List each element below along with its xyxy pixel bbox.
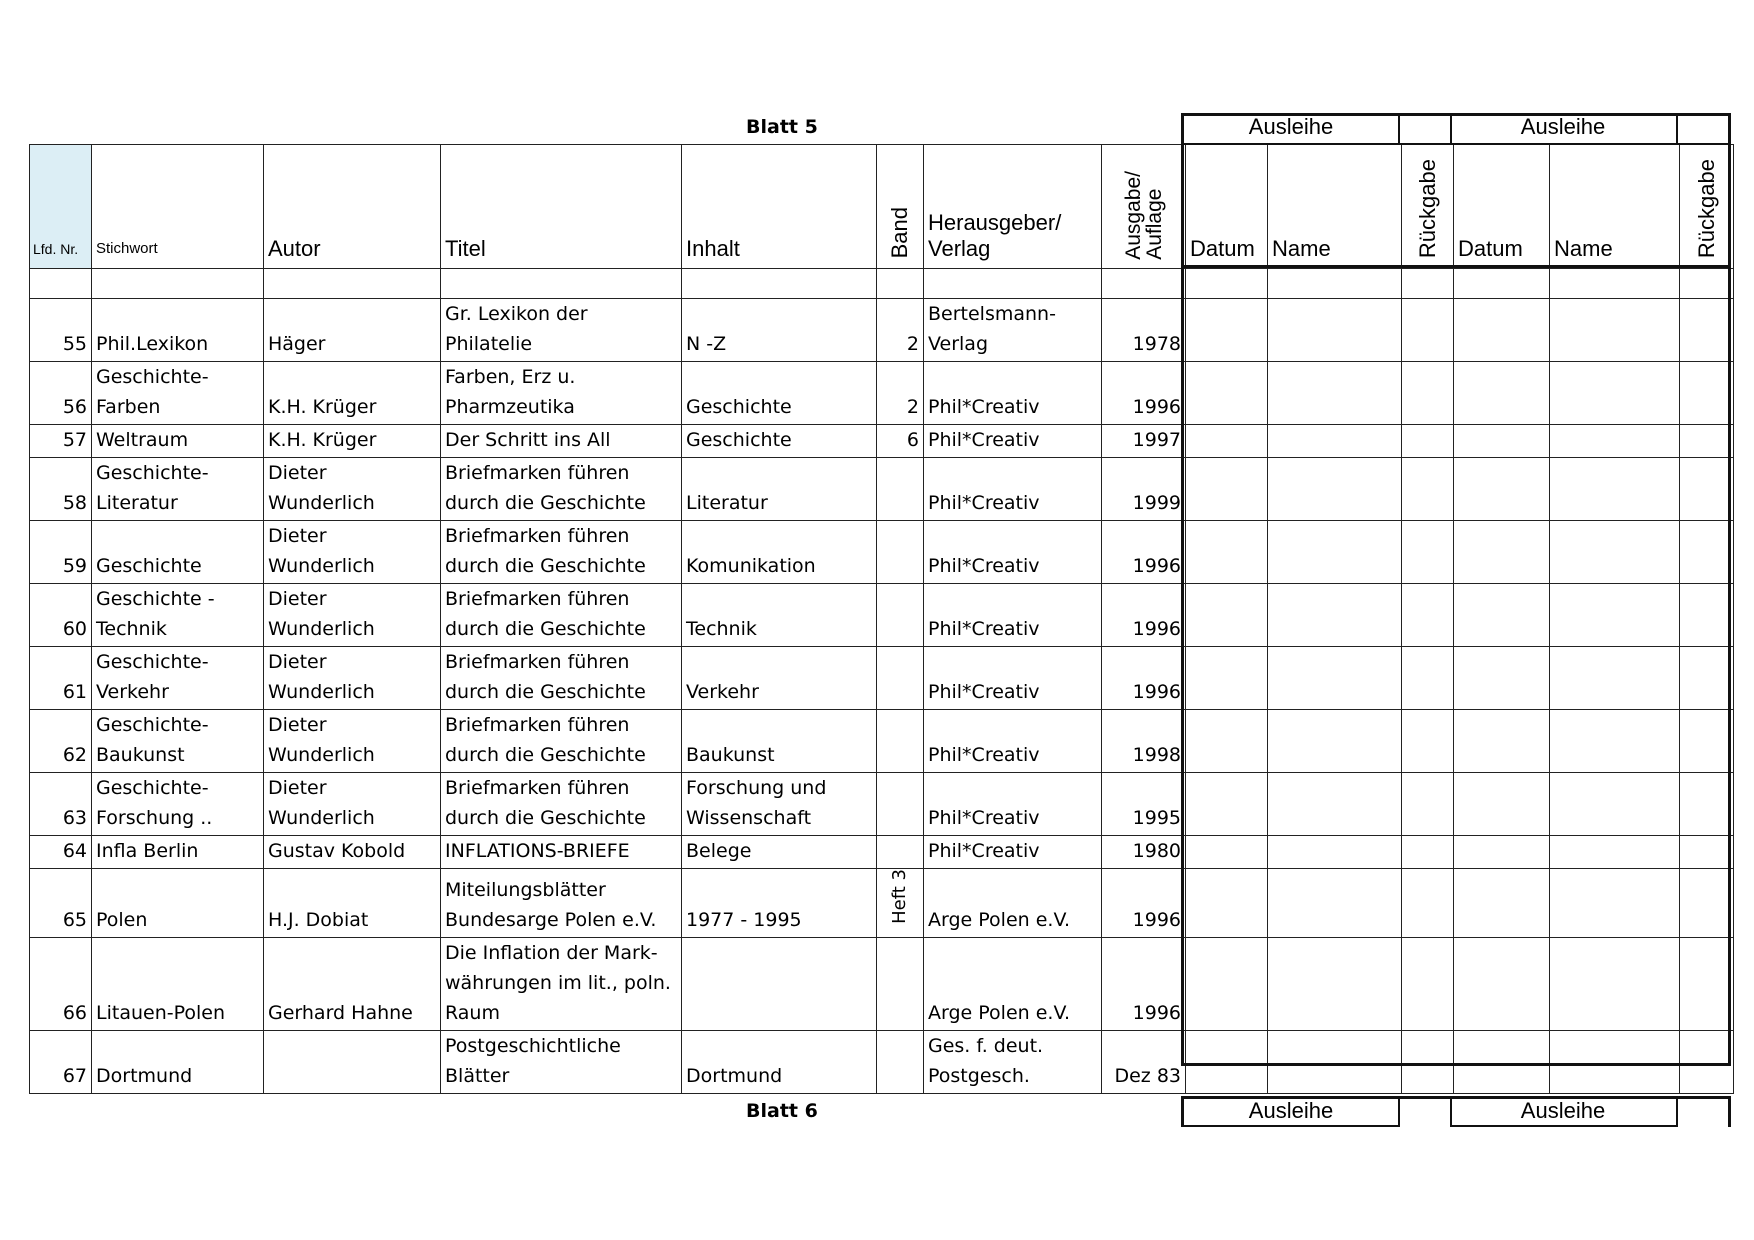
cell-datum-2[interactable] xyxy=(1454,773,1550,836)
cell-rueckgabe-1[interactable] xyxy=(1402,299,1454,362)
cell-lfd-nr: 58 xyxy=(30,458,92,521)
cell-lfd-nr: 63 xyxy=(30,773,92,836)
cell-verlag: Phil*Creativ xyxy=(924,647,1102,710)
cell-rueckgabe-2[interactable] xyxy=(1680,362,1734,425)
table-row xyxy=(30,773,1734,836)
cell-autor: K.H. Krüger xyxy=(264,425,441,458)
cell-name-2[interactable] xyxy=(1550,362,1680,425)
cell-inhalt: Forschung und Wissenschaft xyxy=(682,773,877,836)
cell-autor xyxy=(264,1030,441,1093)
cell-name-1[interactable] xyxy=(1268,584,1402,647)
table-row xyxy=(30,710,1734,773)
cell-verlag: Phil*Creativ xyxy=(924,710,1102,773)
cell-inhalt: Komunikation xyxy=(682,521,877,584)
cell-autor: Gustav Kobold xyxy=(264,836,441,869)
cell-datum-2[interactable] xyxy=(1454,458,1550,521)
table-row xyxy=(30,836,1734,869)
cell-lfd-nr: 67 xyxy=(30,1030,92,1093)
cell-name-1[interactable] xyxy=(1268,836,1402,869)
spacer-row xyxy=(30,269,1734,299)
cell-rueckgabe-1[interactable] xyxy=(1402,425,1454,458)
cell-datum-2[interactable] xyxy=(1454,647,1550,710)
cell-name-1[interactable] xyxy=(1268,299,1402,362)
blatt6-ausleihe-label-1: Ausleihe xyxy=(1248,1098,1334,1123)
ausleihe-bottom xyxy=(1181,143,1731,145)
table-row xyxy=(30,869,1734,938)
cell-datum-1[interactable] xyxy=(1186,362,1268,425)
cell-name-2[interactable] xyxy=(1550,1030,1680,1093)
cell-name-1[interactable] xyxy=(1268,710,1402,773)
header-herausgeber: Herausgeber/ Verlag xyxy=(924,145,1102,269)
cell-ausgabe: 1996 xyxy=(1102,937,1186,1030)
cell-rueckgabe-1[interactable] xyxy=(1402,773,1454,836)
cell-verlag: Phil*Creativ xyxy=(924,773,1102,836)
cell-lfd-nr: 64 xyxy=(30,836,92,869)
cell-rueckgabe-1[interactable] xyxy=(1402,836,1454,869)
cell-titel: Briefmarken führen durch die Geschichte xyxy=(441,458,682,521)
cell-name-1[interactable] xyxy=(1268,773,1402,836)
cell-ausgabe: 1978 xyxy=(1102,299,1186,362)
cell-ausgabe: 1999 xyxy=(1102,458,1186,521)
cell-autor: K.H. Krüger xyxy=(264,362,441,425)
header-rueckgabe-2: Rückgabe xyxy=(1693,158,1719,258)
cell-autor: Dieter Wunderlich xyxy=(264,521,441,584)
cell-autor: Dieter Wunderlich xyxy=(264,647,441,710)
cell-rueckgabe-1[interactable] xyxy=(1402,521,1454,584)
cell-ausgabe: 1998 xyxy=(1102,710,1186,773)
ausleihe-sep-3 xyxy=(1676,113,1678,145)
sheet-title-blatt-5: Blatt 5 xyxy=(746,116,818,138)
cell-rueckgabe-2[interactable] xyxy=(1680,710,1734,773)
cell-rueckgabe-2[interactable] xyxy=(1680,458,1734,521)
cell-ausgabe: 1980 xyxy=(1102,836,1186,869)
cell-band xyxy=(877,937,924,1030)
cell-stichwort: Geschichte xyxy=(92,521,264,584)
cell-name-2[interactable] xyxy=(1550,937,1680,1030)
cell-datum-2[interactable] xyxy=(1454,425,1550,458)
ausleihe-label-2: Ausleihe xyxy=(1520,114,1606,139)
cell-autor: Dieter Wunderlich xyxy=(264,710,441,773)
cell-lfd-nr: 65 xyxy=(30,869,92,938)
cell-lfd-nr: 61 xyxy=(30,647,92,710)
cell-rueckgabe-1[interactable] xyxy=(1402,647,1454,710)
cell-inhalt: Literatur xyxy=(682,458,877,521)
cell-band xyxy=(877,773,924,836)
cell-name-2[interactable] xyxy=(1550,299,1680,362)
header-rueckgabe-1-cell xyxy=(1402,145,1454,269)
cell-name-2[interactable] xyxy=(1550,521,1680,584)
cell-datum-2[interactable] xyxy=(1454,1030,1550,1093)
cell-band xyxy=(877,836,924,869)
cell-titel: Briefmarken führen durch die Geschichte xyxy=(441,647,682,710)
header-name-2: Name xyxy=(1550,145,1680,269)
cell-datum-1[interactable] xyxy=(1186,647,1268,710)
cell-autor: Gerhard Hahne xyxy=(264,937,441,1030)
cell-lfd-nr: 66 xyxy=(30,937,92,1030)
cell-stichwort: Geschichte - Technik xyxy=(92,584,264,647)
cell-name-2[interactable] xyxy=(1550,647,1680,710)
cell-verlag: Phil*Creativ xyxy=(924,458,1102,521)
cell-stichwort: Geschichte- Literatur xyxy=(92,458,264,521)
cell-band xyxy=(877,521,924,584)
cell-band xyxy=(877,458,924,521)
cell-titel: Briefmarken führen durch die Geschichte xyxy=(441,584,682,647)
cell-verlag: Arge Polen e.V. xyxy=(924,869,1102,938)
cell-ausgabe: 1996 xyxy=(1102,362,1186,425)
cell-autor: H.J. Dobiat xyxy=(264,869,441,938)
cell-inhalt: Belege xyxy=(682,836,877,869)
table-row xyxy=(30,937,1734,1030)
cell-stichwort: Infla Berlin xyxy=(92,836,264,869)
cell-titel: Der Schritt ins All xyxy=(441,425,682,458)
header-band-cell xyxy=(877,145,924,269)
cell-datum-2[interactable] xyxy=(1454,869,1550,938)
cell-rueckgabe-1[interactable] xyxy=(1402,710,1454,773)
cell-verlag: Phil*Creativ xyxy=(924,584,1102,647)
cell-verlag: Phil*Creativ xyxy=(924,521,1102,584)
cell-inhalt: Geschichte xyxy=(682,425,877,458)
cell-verlag: Bertelsmann- Verlag xyxy=(924,299,1102,362)
table-row xyxy=(30,362,1734,425)
cell-name-2[interactable] xyxy=(1550,869,1680,938)
cell-lfd-nr: 62 xyxy=(30,710,92,773)
cell-stichwort: Geschichte- Farben xyxy=(92,362,264,425)
cell-band xyxy=(877,647,924,710)
cell-titel: Gr. Lexikon der Philatelie xyxy=(441,299,682,362)
cell-ausgabe: 1996 xyxy=(1102,521,1186,584)
header-band: Band xyxy=(887,206,912,258)
header-name-1: Name xyxy=(1268,145,1402,269)
cell-name-2[interactable] xyxy=(1550,425,1680,458)
cell-stichwort: Phil.Lexikon xyxy=(92,299,264,362)
cell-inhalt: Baukunst xyxy=(682,710,877,773)
cell-ausgabe: 1996 xyxy=(1102,647,1186,710)
cell-lfd-nr: 56 xyxy=(30,362,92,425)
header-ausgabe: Ausgabe/ Auflage xyxy=(1121,171,1166,260)
cell-datum-1[interactable] xyxy=(1186,458,1268,521)
cell-stichwort: Dortmund xyxy=(92,1030,264,1093)
cell-titel: Postgeschichtliche Blätter xyxy=(441,1030,682,1093)
cell-rueckgabe-1[interactable] xyxy=(1402,584,1454,647)
cell-verlag: Phil*Creativ xyxy=(924,425,1102,458)
cell-rueckgabe-1[interactable] xyxy=(1402,1030,1454,1093)
table-row xyxy=(30,521,1734,584)
cell-rueckgabe-2[interactable] xyxy=(1680,647,1734,710)
cell-titel: Miteilungsblätter Bundesarge Polen e.V. xyxy=(441,869,682,938)
library-table xyxy=(29,144,1734,1094)
cell-datum-1[interactable] xyxy=(1186,299,1268,362)
cell-datum-1[interactable] xyxy=(1186,869,1268,938)
header-stichwort: Stichwort xyxy=(92,145,264,269)
cell-name-1[interactable] xyxy=(1268,458,1402,521)
cell-band xyxy=(877,1030,924,1093)
cell-stichwort: Weltraum xyxy=(92,425,264,458)
cell-verlag: Phil*Creativ xyxy=(924,362,1102,425)
cell-datum-1[interactable] xyxy=(1186,1030,1268,1093)
cell-datum-1[interactable] xyxy=(1186,425,1268,458)
cell-titel: Farben, Erz u. Pharmzeutika xyxy=(441,362,682,425)
header-rueckgabe-2-cell xyxy=(1680,145,1734,269)
cell-datum-1[interactable] xyxy=(1186,521,1268,584)
cell-ausgabe: Dez 83 xyxy=(1102,1030,1186,1093)
cell-verlag: Arge Polen e.V. xyxy=(924,937,1102,1030)
cell-verlag: Ges. f. deut. Postgesch. xyxy=(924,1030,1102,1093)
header-autor: Autor xyxy=(264,145,441,269)
cell-stichwort: Geschichte- Baukunst xyxy=(92,710,264,773)
table-row xyxy=(30,584,1734,647)
cell-lfd-nr: 60 xyxy=(30,584,92,647)
cell-inhalt: Verkehr xyxy=(682,647,877,710)
cell-rueckgabe-2[interactable] xyxy=(1680,299,1734,362)
header-datum-2: Datum xyxy=(1454,145,1550,269)
cell-datum-1[interactable] xyxy=(1186,584,1268,647)
cell-rueckgabe-1[interactable] xyxy=(1402,362,1454,425)
header-row xyxy=(30,145,1734,269)
cell-band xyxy=(877,584,924,647)
cell-lfd-nr: 57 xyxy=(30,425,92,458)
cell-rueckgabe-2[interactable] xyxy=(1680,869,1734,938)
cell-datum-2[interactable] xyxy=(1454,836,1550,869)
cell-titel: INFLATIONS-BRIEFE xyxy=(441,836,682,869)
header-ausgabe-cell xyxy=(1102,145,1186,269)
cell-titel: Briefmarken führen durch die Geschichte xyxy=(441,521,682,584)
cell-datum-1[interactable] xyxy=(1186,710,1268,773)
cell-rueckgabe-2[interactable] xyxy=(1680,425,1734,458)
cell-ausgabe: 1996 xyxy=(1102,869,1186,938)
cell-inhalt: 1977 - 1995 xyxy=(682,869,877,938)
ausleihe-label-1: Ausleihe xyxy=(1248,114,1334,139)
cell-titel: Briefmarken führen durch die Geschichte xyxy=(441,773,682,836)
sheet-title-blatt-6: Blatt 6 xyxy=(746,1100,818,1122)
cell-band: 6 xyxy=(877,425,924,458)
cell-name-2[interactable] xyxy=(1550,584,1680,647)
cell-name-1[interactable] xyxy=(1268,869,1402,938)
cell-rueckgabe-2[interactable] xyxy=(1680,773,1734,836)
lending-header-divider xyxy=(1181,265,1731,268)
header-rueckgabe-1: Rückgabe xyxy=(1414,158,1440,258)
table-row xyxy=(30,647,1734,710)
cell-rueckgabe-1[interactable] xyxy=(1402,869,1454,938)
cell-band: 2 xyxy=(877,299,924,362)
cell-rueckgabe-2[interactable] xyxy=(1680,836,1734,869)
cell-name-2[interactable] xyxy=(1550,458,1680,521)
cell-datum-2[interactable] xyxy=(1454,710,1550,773)
cell-band: 2 xyxy=(877,362,924,425)
cell-inhalt: Geschichte xyxy=(682,362,877,425)
cell-rueckgabe-2[interactable] xyxy=(1680,1030,1734,1093)
cell-stichwort: Geschichte- Forschung .. xyxy=(92,773,264,836)
cell-datum-2[interactable] xyxy=(1454,584,1550,647)
header-lfd-nr: Lfd. Nr. xyxy=(30,145,92,269)
cell-autor: Dieter Wunderlich xyxy=(264,458,441,521)
cell-datum-1[interactable] xyxy=(1186,773,1268,836)
cell-stichwort: Polen xyxy=(92,869,264,938)
cell-name-1[interactable] xyxy=(1268,425,1402,458)
cell-rueckgabe-2[interactable] xyxy=(1680,521,1734,584)
cell-datum-2[interactable] xyxy=(1454,937,1550,1030)
cell-ausgabe: 1997 xyxy=(1102,425,1186,458)
cell-band xyxy=(877,869,924,938)
cell-stichwort: Litauen-Polen xyxy=(92,937,264,1030)
header-inhalt: Inhalt xyxy=(682,145,877,269)
cell-rueckgabe-2[interactable] xyxy=(1680,584,1734,647)
table-row xyxy=(30,425,1734,458)
cell-band xyxy=(877,710,924,773)
cell-rueckgabe-1[interactable] xyxy=(1402,458,1454,521)
ausleihe-sep-1 xyxy=(1398,113,1400,145)
cell-name-1[interactable] xyxy=(1268,647,1402,710)
cell-ausgabe: 1995 xyxy=(1102,773,1186,836)
cell-lfd-nr: 55 xyxy=(30,299,92,362)
cell-datum-2[interactable] xyxy=(1454,299,1550,362)
cell-inhalt: Dortmund xyxy=(682,1030,877,1093)
cell-rueckgabe-1[interactable] xyxy=(1402,937,1454,1030)
cell-name-2[interactable] xyxy=(1550,773,1680,836)
cell-name-1[interactable] xyxy=(1268,937,1402,1030)
cell-titel: Briefmarken führen durch die Geschichte xyxy=(441,710,682,773)
cell-datum-1[interactable] xyxy=(1186,937,1268,1030)
header-titel: Titel xyxy=(441,145,682,269)
blatt6-right-border xyxy=(1728,1096,1731,1127)
header-datum-1: Datum xyxy=(1186,145,1268,269)
cell-inhalt xyxy=(682,937,877,1030)
ausleihe-sep-2 xyxy=(1450,113,1452,145)
cell-name-2[interactable] xyxy=(1550,710,1680,773)
cell-autor: Dieter Wunderlich xyxy=(264,773,441,836)
table-row xyxy=(30,458,1734,521)
cell-lfd-nr: 59 xyxy=(30,521,92,584)
cell-inhalt: N -Z xyxy=(682,299,877,362)
cell-verlag: Phil*Creativ xyxy=(924,836,1102,869)
cell-band-vertical: Heft 3 xyxy=(889,869,910,924)
cell-autor: Häger xyxy=(264,299,441,362)
cell-name-1[interactable] xyxy=(1268,1030,1402,1093)
cell-name-1[interactable] xyxy=(1268,521,1402,584)
cell-ausgabe: 1996 xyxy=(1102,584,1186,647)
table-row xyxy=(30,1030,1734,1093)
cell-name-1[interactable] xyxy=(1268,362,1402,425)
cell-rueckgabe-2[interactable] xyxy=(1680,937,1734,1030)
cell-titel: Die Inflation der Mark- währungen im lit., poln. Raum xyxy=(441,937,682,1030)
cell-datum-2[interactable] xyxy=(1454,362,1550,425)
cell-stichwort: Geschichte- Verkehr xyxy=(92,647,264,710)
table-row xyxy=(30,299,1734,362)
cell-autor: Dieter Wunderlich xyxy=(264,584,441,647)
blatt6-ausleihe-label-2: Ausleihe xyxy=(1520,1098,1606,1123)
cell-datum-1[interactable] xyxy=(1186,836,1268,869)
cell-inhalt: Technik xyxy=(682,584,877,647)
cell-name-2[interactable] xyxy=(1550,836,1680,869)
cell-datum-2[interactable] xyxy=(1454,521,1550,584)
